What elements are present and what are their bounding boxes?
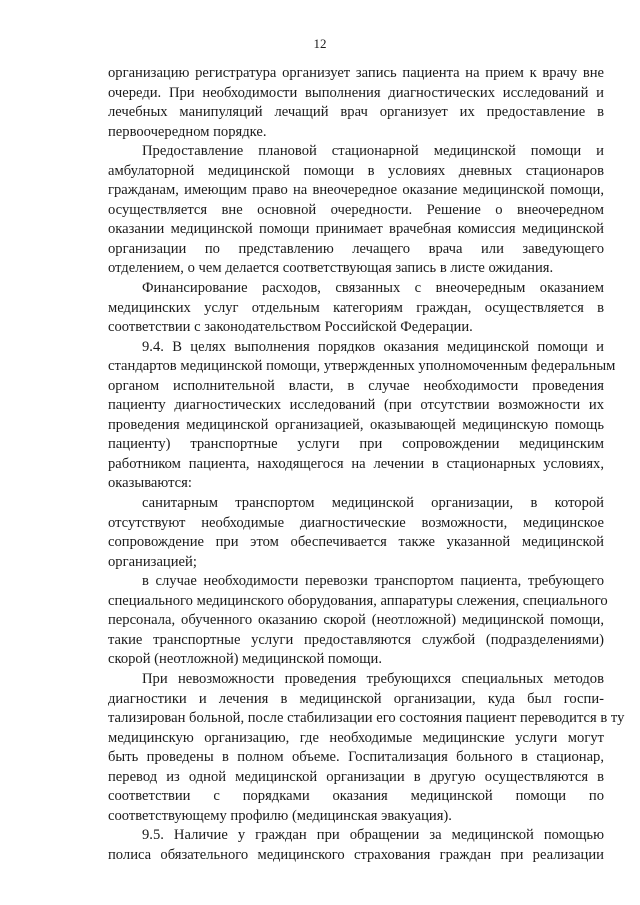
text-line: организацию регистратура организует запись пациента на прием к врачу вне: [108, 65, 604, 81]
text-line: специального медицинского оборудования, аппаратуры слежения, специального: [108, 592, 608, 609]
text-line: пациенту) транспортные услуги при сопровождении медицинским: [108, 436, 604, 453]
text-line: быть проведены в полном объеме. Госпитализация больного в стационар,: [108, 749, 604, 766]
text-line: Финансирование расходов, связанных с внеочередным оказанием: [142, 280, 604, 297]
text-line: медицинских услуг отдельным категориям граждан, осуществляется в: [108, 299, 604, 316]
text-line: скорой (неотложной) медицинской помощи.: [108, 651, 382, 668]
text-line: первоочередном порядке.: [108, 123, 267, 140]
text-line: 9.4. В целях выполнения порядков оказания медицинской помощи и: [142, 338, 604, 355]
text-line: медицинскую организацию, где необходимые медицинские услуги могут: [108, 729, 604, 746]
text-line: в случае необходимости перевозки транспортом пациента, требующего: [142, 573, 604, 590]
text-line: организации по представлению лечащего врача или заведующего: [108, 240, 604, 257]
text-line: работником пациента, находящегося на лечении в стационарных условиях,: [108, 455, 604, 472]
text-line: Предоставление плановой стационарной медицинской помощи и: [142, 143, 604, 160]
text-line: персонала, обученного оказанию скорой (неотложной) медицинской помощи,: [108, 612, 604, 629]
text-line: лечебных манипуляций лечащий врач организует их предоставление в: [108, 104, 604, 121]
text-line: тализирован больной, после стабилизации его состояния пациент переводится в ту: [108, 710, 625, 727]
text-line: осуществляется вне основной очередности. Решение о внеочередном: [108, 201, 604, 218]
text-line: санитарным транспортом медицинской организации, в которой: [142, 495, 604, 512]
text-line: перевод из одной медицинской организации в другую осуществляются в: [108, 768, 604, 785]
text-line: полиса обязательного медицинского страхования граждан при реализации: [108, 846, 604, 863]
text-line: пациенту диагностических исследований (при отсутствии возможности их: [108, 397, 604, 414]
text-line: соответствии с законодательством Российской Федерации.: [108, 319, 473, 336]
text-line: очереди. При необходимости выполнения диагностических исследований и: [108, 84, 604, 101]
text-line: отделением, о чем делается соответствующая запись в листе ожидания.: [108, 260, 554, 277]
text-line: сопровождение при этом обеспечивается также указанной медицинской: [108, 534, 604, 551]
text-line: проведения медицинской организацией, оказывающей медицинскую помощь: [108, 416, 604, 433]
text-line: диагностики и лечения в медицинской организации, куда был госпи-: [108, 690, 604, 707]
text-line: соответствующему профилю (медицинская эвакуация).: [108, 807, 452, 824]
page-number: 12: [313, 36, 327, 51]
text-line: такие транспортные услуги предоставляются службой (подразделениями): [108, 631, 604, 648]
text-line: 9.5. Наличие у граждан при обращении за медицинской помощью: [142, 827, 604, 844]
document-body: [108, 64, 625, 865]
text-line: оказываются:: [108, 475, 192, 492]
text-line: соответствии с порядками оказания медицинской помощи по: [108, 788, 604, 805]
text-line: отсутствуют необходимые диагностические возможности, медицинское: [108, 514, 604, 531]
text-line: гражданам, имеющим право на внеочередное оказание медицинской помощи,: [108, 182, 604, 199]
text-line: организацией;: [108, 553, 197, 570]
text-line: амбулаторной медицинской помощи в условиях дневных стационаров: [108, 162, 604, 179]
text-line: При невозможности проведения требующихся специальных методов: [142, 670, 604, 687]
text-line: стандартов медицинской помощи, утвержденных уполномоченным федеральным: [108, 358, 616, 375]
text-line: оказании медицинской помощи принимает врачебная комиссия медицинской: [108, 221, 604, 238]
text-line: органом исполнительной власти, в случае необходимости проведения: [108, 377, 604, 394]
